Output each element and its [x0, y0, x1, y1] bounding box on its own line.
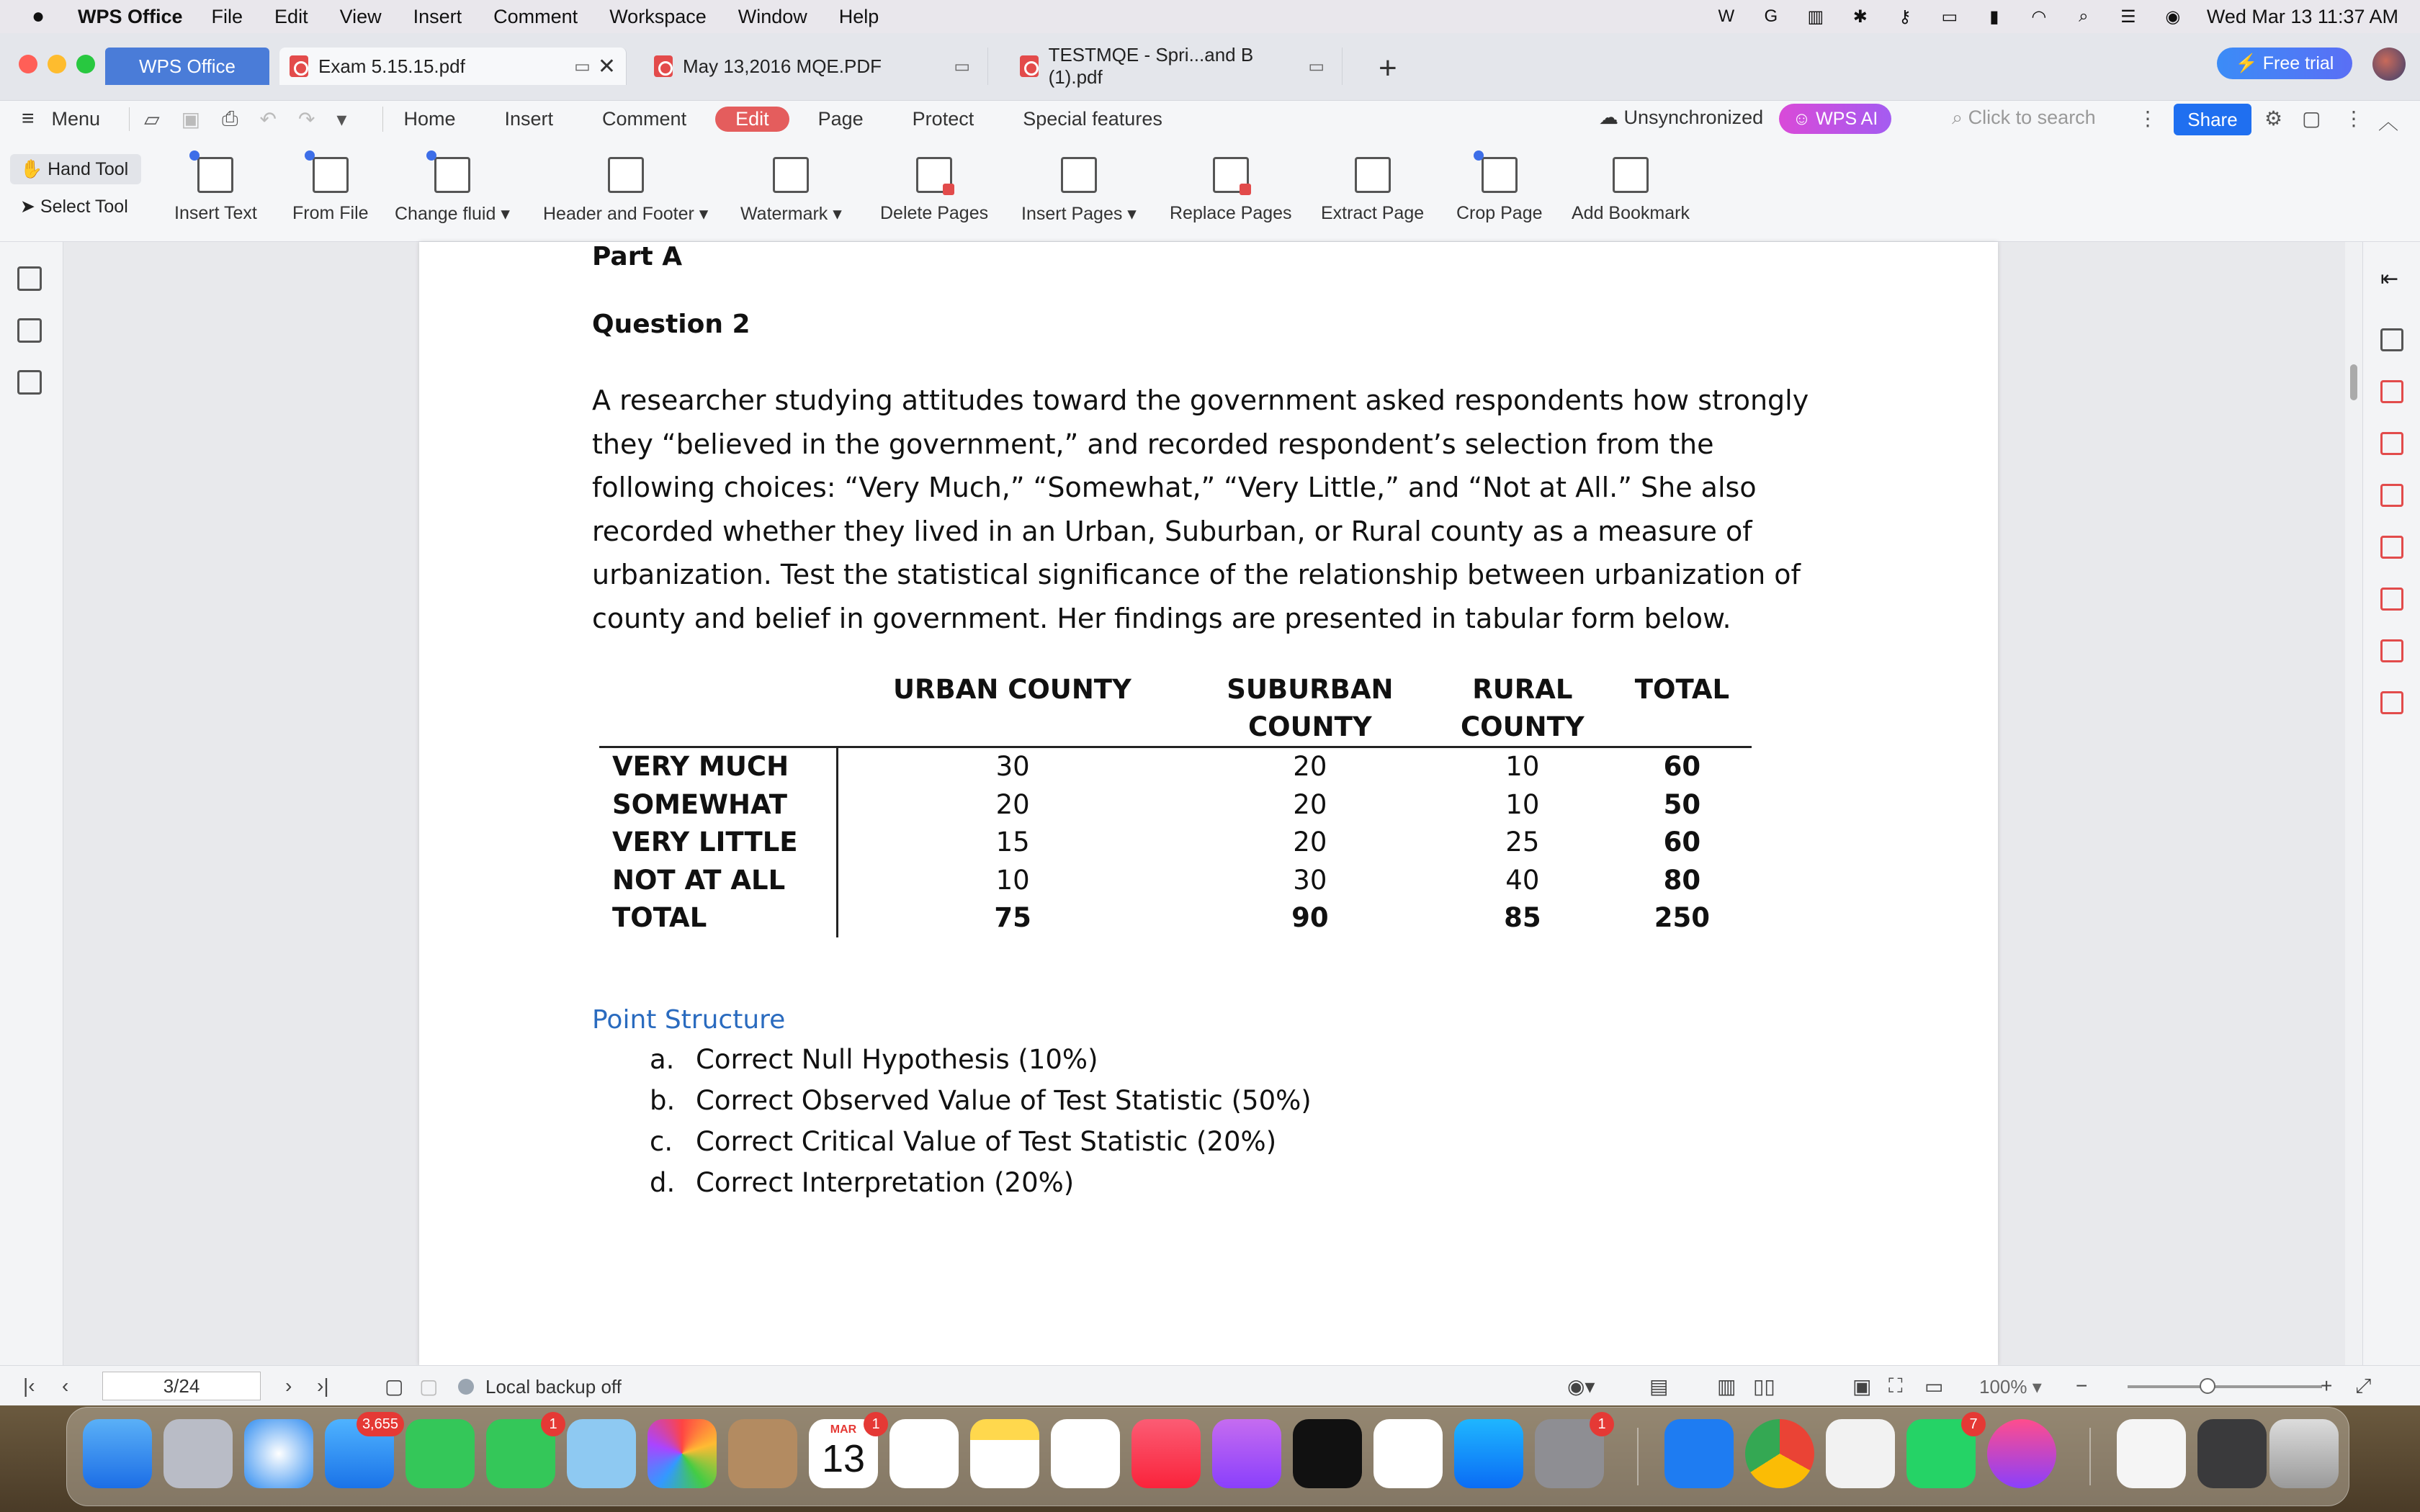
extension-icon[interactable]: ✱: [1852, 6, 1868, 27]
watermark-panel-icon[interactable]: [2380, 691, 2403, 714]
free-trial-label: Free trial: [2262, 53, 2334, 73]
wps-office-icon[interactable]: [1987, 1419, 2056, 1488]
list-marker: a.: [650, 1044, 675, 1075]
rotate-icon[interactable]: ▢: [385, 1375, 404, 1398]
image-panel-icon[interactable]: [2380, 432, 2403, 455]
tab-label: TESTMQE - Spri...and B (1).pdf: [1048, 44, 1254, 88]
table-cell: 40: [1505, 864, 1540, 896]
avatar[interactable]: [2372, 48, 2406, 81]
part-heading: Part A: [592, 242, 683, 271]
tab-mqe-pdf[interactable]: [644, 48, 988, 85]
question-heading: Question 2: [592, 310, 750, 339]
launchpad-icon[interactable]: [163, 1419, 233, 1488]
pdf-icon: [1020, 55, 1039, 77]
screen-icon[interactable]: ▭: [954, 56, 970, 76]
menu-help[interactable]: Help: [838, 5, 879, 27]
tab-protect[interactable]: Protect: [912, 107, 974, 130]
continuous-page-icon[interactable]: ▥: [1717, 1375, 1736, 1398]
dock-separator: [2089, 1428, 2091, 1485]
contacts-icon[interactable]: [728, 1419, 797, 1488]
table-row: [599, 786, 1752, 824]
clock[interactable]: Wed Mar 13 11:37 AM: [2206, 5, 2398, 27]
tool-label: Insert Pages ▾: [1021, 204, 1137, 224]
delete-page-icon: [916, 157, 952, 193]
tool-label: From File: [292, 203, 369, 223]
unsync-label: Unsynchronized: [1623, 107, 1764, 128]
eye-protection-icon[interactable]: ◉▾: [1567, 1375, 1595, 1398]
cloud-icon: ☁: [1599, 107, 1618, 128]
zoom-out-icon[interactable]: −: [2076, 1374, 2088, 1397]
table-cell: 10: [995, 864, 1030, 896]
tab-label: May 13,2016 MQE.PDF: [683, 55, 882, 77]
add-bookmark-button[interactable]: [1572, 157, 1690, 224]
collapse-panel-icon[interactable]: ⇤: [2380, 267, 2399, 291]
select-tool-label: Select Tool: [40, 197, 128, 217]
siri-icon[interactable]: ◉: [2165, 6, 2181, 27]
table-cell-total: 60: [1663, 751, 1701, 782]
tool-label: Delete Pages: [880, 203, 989, 223]
two-page-icon[interactable]: ▯▯: [1753, 1375, 1775, 1398]
tool-label: Extract Page: [1321, 203, 1425, 223]
status-menus: [1694, 6, 2398, 28]
last-page-icon[interactable]: ›|: [317, 1374, 329, 1397]
search-icon: ⌕: [1952, 107, 1963, 128]
tab-bar: [0, 33, 2420, 101]
audio-icon[interactable]: ▥: [1807, 6, 1824, 27]
wps-status-icon[interactable]: W: [1718, 6, 1735, 26]
menu-workspace[interactable]: Workspace: [609, 5, 707, 27]
calendar-month: MAR: [830, 1423, 857, 1436]
menu-view[interactable]: View: [339, 5, 382, 27]
row-label: VERY MUCH: [599, 747, 837, 786]
table-cell: 15: [995, 827, 1030, 858]
tab-testmqe-pdf[interactable]: [1010, 44, 1343, 88]
tool-label: Add Bookmark: [1572, 203, 1690, 223]
close-tab-icon[interactable]: ✕: [597, 54, 616, 78]
fit-page-icon[interactable]: ⛶: [1888, 1374, 1903, 1397]
system-settings-icon[interactable]: [1535, 1416, 1606, 1488]
tab-home[interactable]: Home: [403, 107, 456, 130]
calendar-badge: 1: [864, 1412, 888, 1436]
list-item: [650, 1167, 1312, 1208]
vertical-scrollbar[interactable]: [2345, 242, 2362, 1365]
column-header: URBAN COUNTY: [892, 674, 1131, 705]
print-icon[interactable]: ⎙: [222, 107, 238, 130]
table-cell-total: 250: [1654, 902, 1711, 933]
more-icon[interactable]: ⋮: [2138, 107, 2158, 130]
row-label: NOT AT ALL: [599, 862, 837, 900]
table-cell-total: 75: [994, 902, 1031, 933]
search-placeholder: Click to search: [1968, 107, 2096, 128]
screen-icon[interactable]: ▭: [574, 56, 591, 76]
image-icon: [313, 157, 349, 193]
list-marker: c.: [650, 1126, 673, 1157]
replace-pages-button[interactable]: [1170, 157, 1292, 224]
actual-size-icon[interactable]: ▣: [1852, 1375, 1872, 1398]
whatsapp-badge: 7: [1961, 1412, 1986, 1436]
apple-tv-icon[interactable]: [1293, 1419, 1362, 1488]
table-cell: 20: [1293, 827, 1327, 858]
fullscreen-icon[interactable]: ⤢: [2355, 1374, 2372, 1397]
first-page-icon[interactable]: |‹: [23, 1374, 35, 1397]
select-tool-button[interactable]: [20, 196, 128, 217]
backup-status[interactable]: Local backup off: [485, 1376, 622, 1398]
list-text: Correct Observed Value of Test Statistic (50%): [696, 1085, 1312, 1116]
photos-icon[interactable]: [647, 1419, 717, 1488]
menu-file[interactable]: File: [211, 5, 243, 27]
chrome-icon[interactable]: [1745, 1419, 1814, 1488]
table-cell: 30: [995, 751, 1030, 782]
grammarly-icon[interactable]: G: [1764, 6, 1778, 26]
unsynchronized-status[interactable]: [1599, 107, 1763, 129]
table-header-row: [599, 671, 1752, 747]
whatsapp-icon[interactable]: [1906, 1416, 1978, 1488]
mail-icon[interactable]: [325, 1416, 398, 1488]
table-cell-total: 90: [1291, 902, 1329, 933]
mail-badge: 3,655: [357, 1412, 404, 1436]
news-icon[interactable]: [1373, 1419, 1443, 1488]
text-panel-icon[interactable]: [2380, 380, 2403, 403]
menu-edit[interactable]: Edit: [274, 5, 308, 27]
pdf-icon: [654, 55, 673, 77]
table-cell-total: 85: [1504, 902, 1541, 933]
apple-icon[interactable]: ●: [31, 4, 45, 28]
extract-page-icon: [1355, 157, 1391, 193]
ai-icon: ☺: [1792, 108, 1811, 129]
header-footer-button[interactable]: [543, 157, 708, 225]
tab-comment[interactable]: Comment: [602, 107, 687, 130]
new-tab-icon[interactable]: +: [1379, 50, 1397, 86]
scrollbar-thumb[interactable]: [2350, 364, 2357, 400]
wps-ai-button[interactable]: [1779, 104, 1891, 134]
table-cell: 10: [1505, 788, 1540, 820]
dock-separator: [1637, 1428, 1639, 1485]
print-panel-icon[interactable]: [2380, 328, 2403, 351]
menu-window[interactable]: Window: [738, 5, 807, 27]
single-page-icon[interactable]: ▤: [1649, 1375, 1669, 1398]
tab-special-features[interactable]: Special features: [1023, 107, 1162, 130]
tool-label: Replace Pages: [1170, 203, 1292, 223]
list-marker: d.: [650, 1167, 676, 1198]
change-fluid-button[interactable]: [395, 157, 510, 225]
table-cell-total: 80: [1663, 864, 1701, 896]
bluetooth-icon[interactable]: [1664, 1419, 1734, 1488]
comment-icon[interactable]: ▢: [2302, 107, 2321, 130]
keyboard-icon[interactable]: ▭: [1941, 6, 1958, 27]
delete-pages-button[interactable]: [880, 157, 988, 224]
menu-button[interactable]: Menu: [51, 107, 101, 130]
table-cell: 20: [1293, 788, 1327, 820]
zoom-value: 100%: [1979, 1376, 2027, 1398]
insert-pages-button[interactable]: [1021, 157, 1137, 225]
save-icon[interactable]: ▣: [181, 107, 201, 130]
hand-tool-button[interactable]: [10, 154, 141, 184]
tool-label: Crop Page: [1456, 203, 1543, 223]
list-text: Correct Interpretation (20%): [696, 1167, 1075, 1198]
signature-icon[interactable]: [17, 370, 42, 395]
table-cell: 20: [995, 788, 1030, 820]
document-panel-icon[interactable]: [2380, 639, 2403, 662]
edit-toolbar: [0, 137, 2420, 242]
zoom-slider-handle[interactable]: [2200, 1378, 2215, 1394]
contingency-table: [599, 671, 1752, 937]
from-file-button[interactable]: [292, 157, 369, 224]
watermark-icon: [773, 157, 809, 193]
page-number-field[interactable]: 3/24: [102, 1372, 261, 1400]
list-item: [650, 1044, 1312, 1085]
column-header: RURAL COUNTY: [1461, 674, 1585, 742]
table-corner: [599, 671, 837, 747]
point-structure-heading: Point Structure: [592, 1005, 786, 1035]
share-button[interactable]: Share: [2174, 104, 2251, 135]
redo-icon[interactable]: ↷: [297, 107, 315, 130]
zoom-in-icon[interactable]: +: [2321, 1374, 2333, 1397]
calendar-icon[interactable]: [809, 1416, 880, 1488]
insert-page-icon: [1061, 157, 1097, 193]
app-menu: [212, 6, 911, 28]
previous-page-icon[interactable]: ‹: [62, 1374, 69, 1397]
customize-icon[interactable]: ▾: [336, 107, 347, 130]
facetime-icon[interactable]: [405, 1419, 475, 1488]
close-window-button[interactable]: [19, 55, 37, 73]
screenshots-folder-icon[interactable]: [2197, 1419, 2267, 1488]
collapse-ribbon-icon[interactable]: ︿: [2378, 111, 2399, 133]
battery-icon[interactable]: ▮: [1989, 6, 1999, 27]
crop-page-button[interactable]: [1456, 157, 1543, 224]
archive-icon[interactable]: [2117, 1419, 2186, 1488]
tab-exam-pdf[interactable]: [279, 48, 627, 85]
right-sidebar: [2362, 242, 2420, 1365]
maps-icon[interactable]: [567, 1419, 636, 1488]
convert-panel-icon[interactable]: [2380, 484, 2403, 507]
textedit-icon[interactable]: [1826, 1419, 1895, 1488]
hamburger-icon[interactable]: ≡: [22, 107, 35, 130]
tab-edit[interactable]: Edit: [715, 107, 789, 132]
watermark-button[interactable]: [740, 157, 842, 225]
left-sidebar: [0, 242, 63, 1365]
cursor-icon: ➤: [20, 197, 35, 217]
column-header: TOTAL: [1634, 674, 1730, 705]
music-icon[interactable]: [1131, 1419, 1201, 1488]
tool-label: Insert Text: [174, 203, 257, 223]
tab-page[interactable]: Page: [817, 107, 864, 130]
table-row: [599, 862, 1752, 900]
hand-icon: ✋: [20, 158, 43, 179]
menu-insert[interactable]: Insert: [413, 5, 462, 27]
export-panel-icon[interactable]: [2380, 536, 2403, 559]
bookmark-icon[interactable]: [17, 266, 42, 291]
messages-badge: 1: [541, 1412, 565, 1436]
list-text: Correct Null Hypothesis (10%): [696, 1044, 1098, 1075]
table-row: [599, 824, 1752, 862]
trash-icon[interactable]: [2269, 1419, 2339, 1488]
column-header: SUBURBAN COUNTY: [1227, 674, 1394, 742]
next-page-icon[interactable]: ›: [285, 1374, 292, 1397]
bookmark-add-icon: [1613, 157, 1649, 193]
question-paragraph: A researcher studying attitudes toward the government asked respondents how strongly they “believed in the government,” and recorded respondent’s selection from the following choices: “Very Much,” “Somewhat,” “Very Little,” and “Not at All.” She also recorded whether they lived in an Urban, Suburban, or Rural county as a measure of urbanization. Test the statistical significance of the relationship between urbanization of county and belief in government. Her findings are presented in tabular form below.: [592, 384, 1809, 634]
calendar-day: 13: [821, 1437, 866, 1480]
quick-access: [129, 107, 368, 131]
tool-label: Watermark ▾: [740, 204, 842, 224]
backup-status-icon: [458, 1379, 474, 1395]
tab-wps-office-home[interactable]: WPS Office: [105, 48, 269, 85]
safari-icon[interactable]: [244, 1419, 313, 1488]
row-label: VERY LITTLE: [599, 824, 837, 862]
header-footer-icon: [608, 157, 644, 193]
wifi-icon[interactable]: ◠: [2031, 6, 2047, 27]
finder-icon[interactable]: [83, 1419, 152, 1488]
eraser-icon: [434, 157, 470, 193]
list-text: Correct Critical Value of Test Statistic (20%): [696, 1126, 1277, 1157]
thumbnails-icon[interactable]: [17, 318, 42, 343]
settings-badge: 1: [1590, 1412, 1614, 1436]
table-cell: 25: [1505, 827, 1540, 858]
ribbon-tabs: [382, 107, 1211, 132]
screen-icon[interactable]: ▭: [1308, 56, 1325, 76]
key-icon[interactable]: ⚷: [1899, 6, 1912, 27]
free-trial-button[interactable]: [2217, 48, 2352, 79]
row-label: TOTAL: [599, 899, 837, 937]
minimize-window-button[interactable]: [48, 55, 66, 73]
freeform-icon[interactable]: [1051, 1419, 1120, 1488]
insert-text-button[interactable]: [174, 157, 257, 224]
app-store-icon[interactable]: [1454, 1419, 1523, 1488]
maximize-window-button[interactable]: [76, 55, 95, 73]
table-total-row: [599, 899, 1752, 937]
pdf-icon: [290, 55, 308, 77]
list-item: [650, 1126, 1312, 1167]
tab-insert[interactable]: Insert: [504, 107, 554, 130]
extract-page-button[interactable]: [1321, 157, 1424, 224]
row-label: SOMEWHAT: [599, 786, 837, 824]
hand-tool-label: Hand Tool: [48, 158, 129, 179]
open-folder-icon[interactable]: ▱: [144, 107, 160, 130]
list-marker: b.: [650, 1085, 676, 1116]
menu-comment[interactable]: Comment: [493, 5, 578, 27]
insert-text-icon: [197, 157, 233, 193]
zoom-level[interactable]: 100% ▾: [1979, 1376, 2042, 1398]
status-bar: [0, 1365, 2420, 1405]
control-center-icon[interactable]: ☰: [2120, 6, 2136, 27]
tool-label: Header and Footer ▾: [543, 204, 709, 224]
table-cell: 10: [1505, 751, 1540, 782]
table-cell: 30: [1293, 864, 1327, 896]
replace-page-icon: [1213, 157, 1249, 193]
fit-width-icon[interactable]: ▭: [1924, 1375, 1944, 1398]
app-name-menu[interactable]: WPS Office: [78, 5, 183, 27]
table-row: [599, 747, 1752, 786]
dock: [66, 1407, 2349, 1506]
podcasts-icon[interactable]: [1212, 1419, 1281, 1488]
pdf-page: [419, 242, 1998, 1365]
ribbon-tabs-row: [0, 101, 2420, 137]
tool-label: Change fluid ▾: [395, 204, 510, 224]
point-structure-list: [650, 1044, 1312, 1208]
wps-ai-label: WPS AI: [1816, 108, 1878, 129]
reminders-icon[interactable]: [889, 1419, 959, 1488]
tab-label: Exam 5.15.15.pdf: [318, 55, 465, 77]
table-cell: 20: [1293, 751, 1327, 782]
export-icon[interactable]: ▢: [419, 1375, 439, 1398]
search-field[interactable]: [1952, 107, 2096, 130]
list-item: [650, 1085, 1312, 1126]
crop-icon: [1482, 157, 1518, 193]
gear-icon[interactable]: ⚙: [2264, 107, 2283, 130]
document-canvas[interactable]: [63, 242, 2362, 1365]
more-vertical-icon[interactable]: ⋮: [2344, 107, 2364, 130]
table-cell-total: 60: [1663, 827, 1701, 858]
compress-panel-icon[interactable]: [2380, 588, 2403, 611]
table-cell-total: 50: [1663, 788, 1701, 820]
bolt-icon: ⚡: [2235, 53, 2258, 73]
notes-icon[interactable]: [970, 1419, 1039, 1488]
messages-icon[interactable]: [486, 1416, 557, 1488]
search-icon[interactable]: ⌕: [2079, 6, 2089, 26]
zoom-slider[interactable]: [2128, 1385, 2322, 1388]
undo-icon[interactable]: ↶: [259, 107, 277, 130]
macos-menu-bar: [0, 0, 2420, 33]
